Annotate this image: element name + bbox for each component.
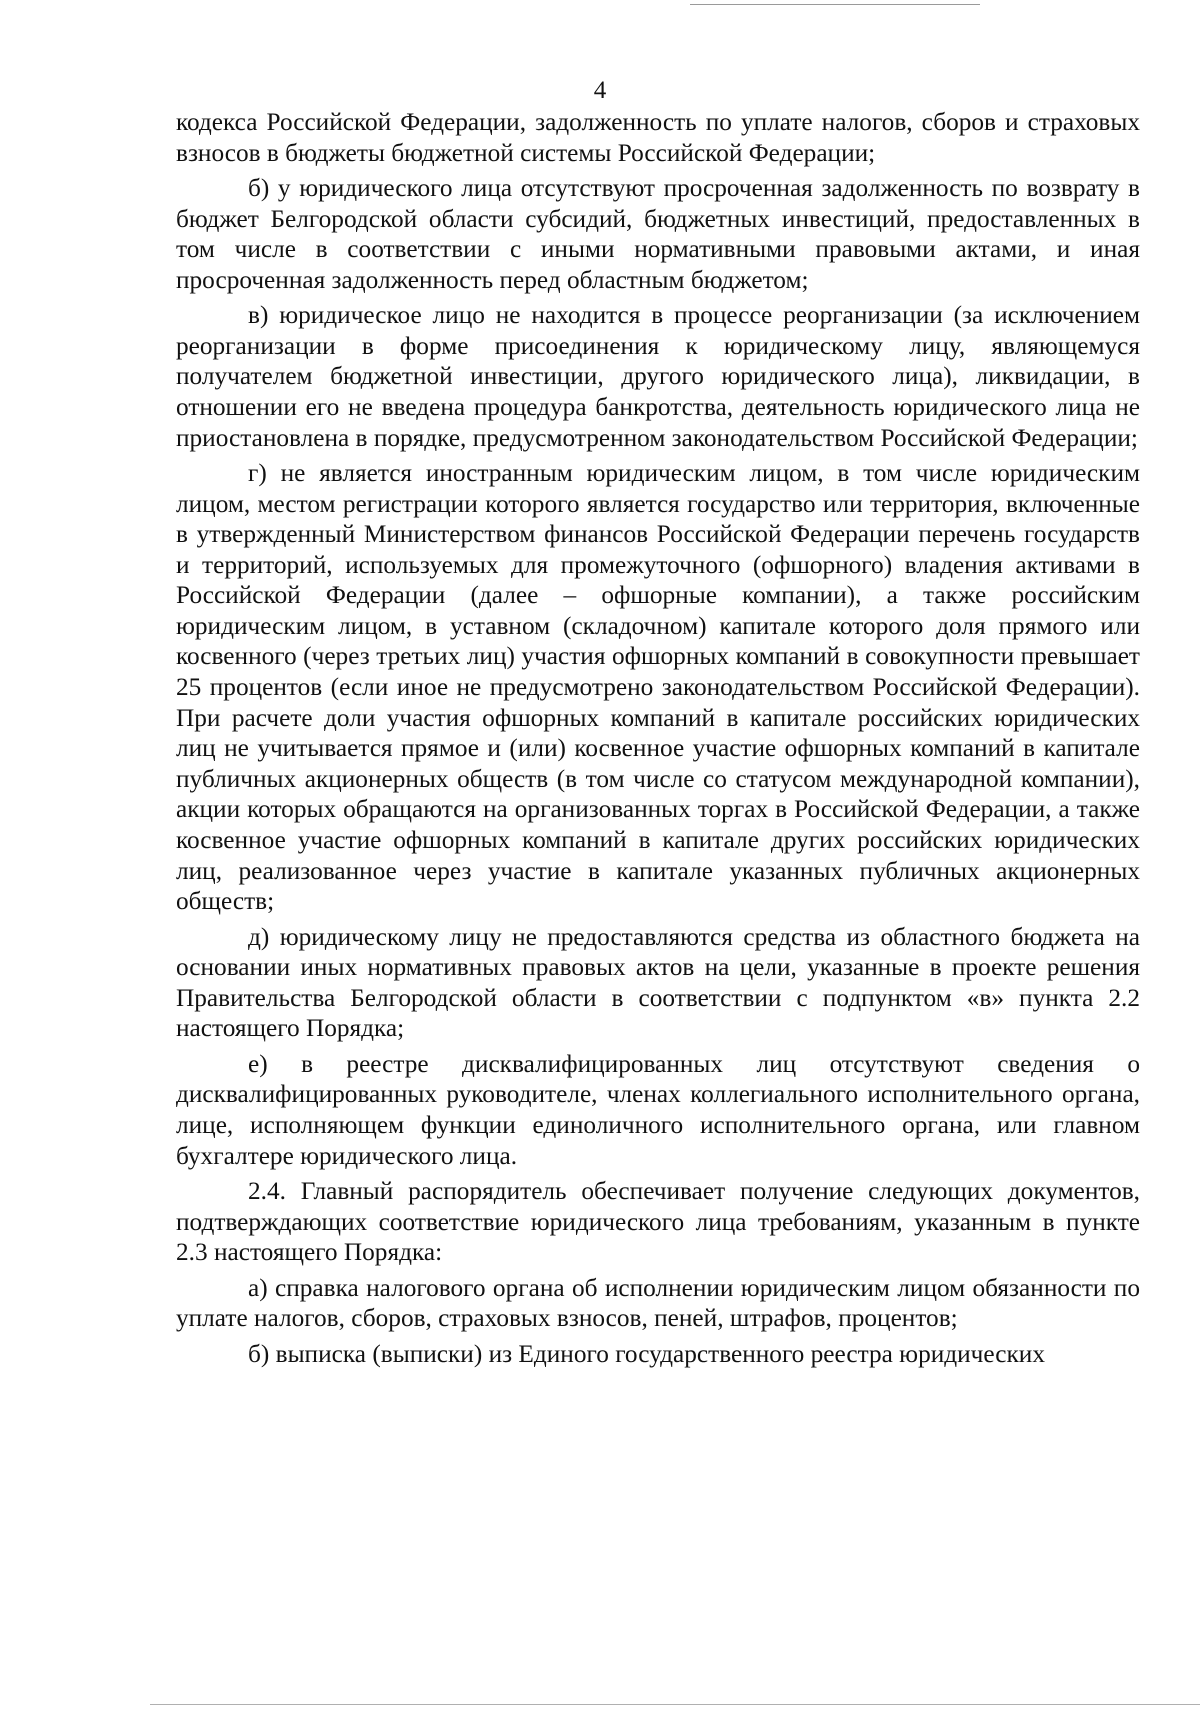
paragraph-section-2-4: 2.4. Главный распорядитель обеспечивает получение следующих документов, подтверждающих соответствие юридического лица требованиям, указанным в пункте 2.3 настоящего Порядка: [176,1176,1140,1267]
paragraph-item-d: д) юридическому лицу не предоставляются средства из областного бюджета на основании иных нормативных правовых актов на цели, указанные в проекте решения Правительства Белгородской области в соответствии с подпунктом «в» пункта 2.2 настоящего Порядка; [176,922,1140,1043]
paragraph-item-b-extract: б) выписка (выписки) из Единого государственного реестра юридических [248,1339,1045,1368]
scan-edge-line-top [690,4,980,5]
page-number: 4 [593,77,607,104]
scan-edge-line-bottom [150,1704,1200,1705]
document-body [176,107,1140,1369]
paragraph-item-a: а) справка налогового органа об исполнении юридическим лицом обязанности по уплате налогов, сборов, страховых взносов, пеней, штрафов, процентов; [176,1273,1140,1333]
paragraph-item-v: в) юридическое лицо не находится в процессе реорганизации (за исключением реорганизации в форме присоединения к юридическому лицу, являющемуся получателем бюджетной инвестиции, другого юридического лица), ликвидации, в отношении его не введена процедура банкротства, деятельность юридического лица не приостановлена в порядке, предусмотренном законодательством Российской Федерации; [176,301,1140,452]
paragraph-continuation: кодекса Российской Федерации, задолженность по уплате налогов, сборов и страховых взносов в бюджеты бюджетной системы Российской Федерации; [176,108,1140,167]
paragraph-item-b: б) у юридического лица отсутствуют просроченная задолженность по возврату в бюджет Белгородской области субсидий, бюджетных инвестиций, предоставленных в том числе в соответствии с иными нормативными правовыми актами, и иная просроченная задолженность перед областным бюджетом; [176,173,1140,294]
paragraph-item-e: е) в реестре дисквалифицированных лиц отсутствуют сведения о дисквалифицированных руководителе, членах коллегиального исполнительного органа, лице, исполняющем функции единоличного исполнительного органа, или главном бухгалтере юридического лица. [176,1049,1140,1170]
paragraph-item-g: г) не является иностранным юридическим лицом, в том числе юридическим лицом, местом регистрации которого является государство или территория, включенные в утвержденный Министерством финансов Российской Федерации перечень государств и территорий, используемых для промежуточного (офшорного) владения активами в Российской Федерации (далее – офшорные компании), а также российским юридическим лицом, в уставном (складочном) капитале которого доля прямого или косвенного (через третьих лиц) участия офшорных компаний в совокупности превышает 25 процентов (если иное не предусмотрено законодательством Российской Федерации). При расчете доли участия офшорных компаний в капитале российских юридических лиц не учитывается прямое и (или) косвенное участие офшорных компаний в капитале публичных акционерных обществ (в том числе со статусом международной компании), акции которых обращаются на организованных торгах в Российской Федерации, а также косвенное участие офшорных компаний в капитале других российских юридических лиц, реализованное через участие в капитале указанных публичных акционерных обществ; [176,458,1140,916]
